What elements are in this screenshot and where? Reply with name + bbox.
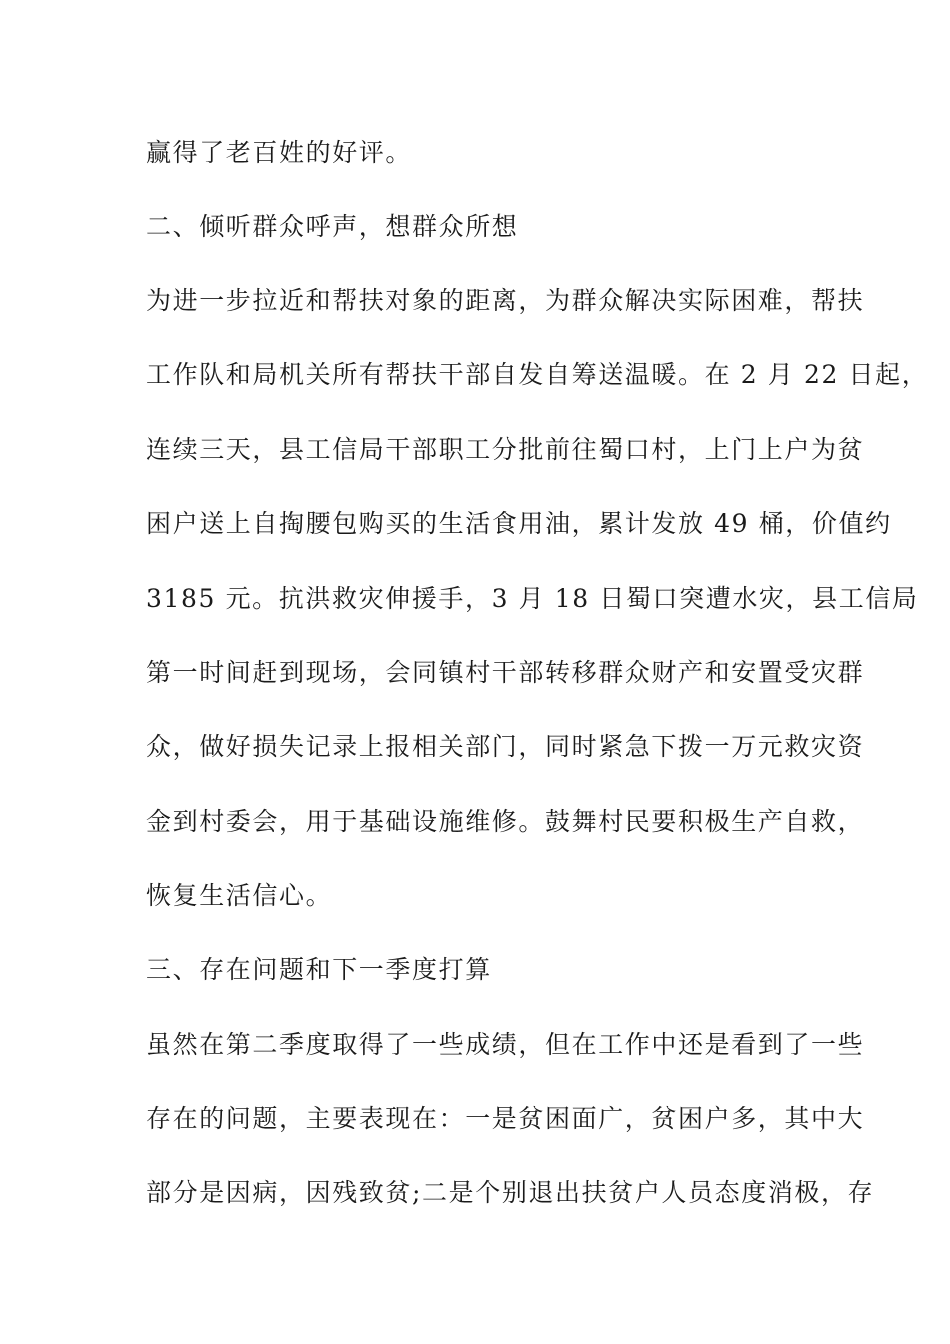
paragraph-line: 金到村委会，用于基础设施维修。鼓舞村民要积极生产自救，: [146, 807, 865, 836]
paragraph-line: 部分是因病，因残致贫;二是个别退出扶贫户人员态度消极，存: [146, 1178, 875, 1207]
section-heading: 三、存在问题和下一季度打算: [146, 955, 492, 984]
paragraph-line: 虽然在第二季度取得了一些成绩，但在工作中还是看到了一些: [146, 1030, 865, 1059]
paragraph-line: 3185 元。抗洪救灾伸援手，3 月 18 日蜀口突遭水灾，县工信局: [146, 584, 919, 613]
paragraph-line: 连续三天，县工信局干部职工分批前往蜀口村，上门上户为贫: [146, 435, 865, 464]
paragraph-line: 困户送上自掏腰包购买的生活食用油，累计发放 49 桶，价值约: [146, 509, 892, 538]
paragraph-line: 众，做好损失记录上报相关部门，同时紧急下拨一万元救灾资: [146, 732, 865, 761]
paragraph-line: 存在的问题，主要表现在：一是贫困面广，贫困户多，其中大: [146, 1104, 865, 1133]
paragraph-line: 第一时间赶到现场，会同镇村干部转移群众财产和安置受灾群: [146, 658, 865, 687]
paragraph-line: 赢得了老百姓的好评。: [146, 138, 413, 167]
paragraph-line: 工作队和局机关所有帮扶干部自发自筹送温暖。在 2 月 22 日起，: [146, 360, 929, 389]
paragraph-line: 恢复生活信心。: [146, 881, 333, 910]
section-heading: 二、倾听群众呼声，想群众所想: [146, 212, 519, 241]
paragraph-line: 为进一步拉近和帮扶对象的距离，为群众解决实际困难，帮扶: [146, 286, 865, 315]
